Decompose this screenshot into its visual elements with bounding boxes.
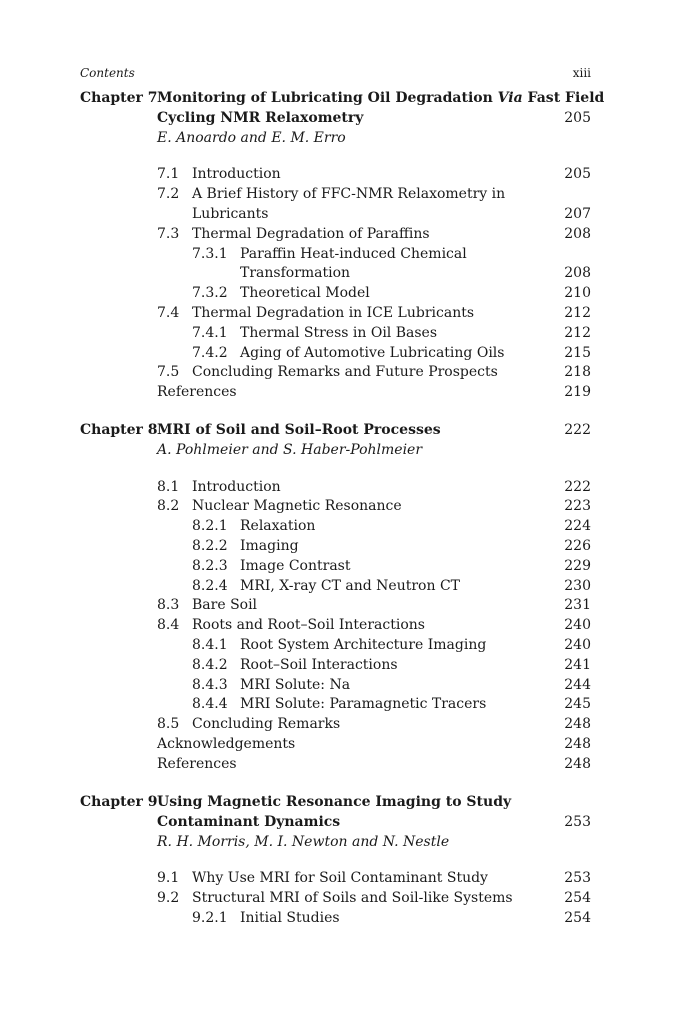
- toc-subentry: [80, 537, 591, 557]
- section-number: 7.1: [157, 166, 180, 183]
- subsection-page: 208: [564, 265, 591, 282]
- toc-entry: [80, 185, 591, 205]
- toc-entry: [80, 225, 591, 245]
- subsection-number: 7.3.2: [192, 285, 228, 302]
- acknowledgements-page: 248: [564, 735, 591, 752]
- chapter-9: [80, 793, 591, 929]
- section-page: 248: [564, 716, 591, 733]
- section-page: 231: [564, 597, 591, 614]
- chapter-authors-line: [80, 441, 591, 461]
- subsection-number: 8.4.3: [192, 676, 228, 693]
- section-title: Nuclear Magnetic Resonance: [192, 498, 402, 515]
- subsection-title: Relaxation: [240, 518, 316, 535]
- section-number: 8.2: [157, 498, 180, 515]
- chapter-title-line: [80, 109, 591, 129]
- toc-entry: [80, 497, 591, 517]
- section-title: Roots and Root–Soil Interactions: [192, 617, 425, 634]
- subsection-title: Initial Studies: [240, 909, 340, 926]
- section-title: Structural MRI of Soils and Soil-like Systems: [192, 890, 513, 907]
- running-head-title: Contents: [80, 66, 135, 80]
- section-title-cont: Lubricants: [192, 205, 269, 222]
- section-page: 253: [564, 870, 591, 887]
- subsection-page: 230: [564, 577, 591, 594]
- section-page: 205: [564, 166, 591, 183]
- toc-entry: [80, 715, 591, 735]
- chapter-authors-line: [80, 833, 591, 853]
- section-page: 222: [564, 478, 591, 495]
- section-title: Thermal Degradation of Paraffins: [192, 225, 430, 242]
- section-page: 207: [564, 205, 591, 222]
- chapter-label: Chapter 7: [80, 90, 158, 106]
- subsection-page: 241: [564, 656, 591, 673]
- references-title: References: [157, 384, 237, 401]
- subsection-page: 210: [564, 285, 591, 302]
- subsection-title: MRI, X-ray CT and Neutron CT: [240, 577, 460, 594]
- chapter-title-cont: Contaminant Dynamics: [157, 813, 341, 830]
- subsection-title: Theoretical Model: [240, 285, 370, 302]
- toc-subentry: [80, 324, 591, 344]
- chapter-title: Using Magnetic Resonance Imaging to Study: [157, 794, 512, 810]
- toc-entry: [80, 755, 591, 775]
- subsection-number: 8.4.4: [192, 696, 228, 713]
- section-title: Introduction: [192, 478, 281, 495]
- chapter-8: [80, 421, 591, 775]
- subsection-number: 8.2.1: [192, 518, 228, 535]
- toc-entry-cont: [80, 205, 591, 225]
- subsection-number: 8.4.2: [192, 656, 228, 673]
- subsection-page: 229: [564, 557, 591, 574]
- subsection-number: 7.4.1: [192, 324, 228, 341]
- toc-subentry: [80, 656, 591, 676]
- references-page: 248: [564, 755, 591, 772]
- toc-subentry: [80, 245, 591, 265]
- section-number: 9.2: [157, 890, 180, 907]
- toc-subentry: [80, 909, 591, 929]
- subsection-page: 224: [564, 518, 591, 535]
- subsection-title: Image Contrast: [240, 557, 351, 574]
- toc-subentry: [80, 557, 591, 577]
- subsection-page: 244: [564, 676, 591, 693]
- running-head: [80, 64, 591, 82]
- section-title: Concluding Remarks: [192, 716, 341, 733]
- section-page: 218: [564, 364, 591, 381]
- toc-entry: [80, 596, 591, 616]
- chapter-authors-line: [80, 129, 591, 149]
- subsection-number: 8.2.3: [192, 557, 228, 574]
- subsection-title: Paraffin Heat-induced Chemical: [240, 245, 467, 262]
- chapter-title: [157, 89, 604, 109]
- subsection-page: 254: [564, 909, 591, 926]
- section-page: 208: [564, 225, 591, 242]
- chapter-7: [80, 89, 605, 403]
- toc-entry: [80, 363, 591, 383]
- subsection-number: 8.2.4: [192, 577, 228, 594]
- chapter-authors: A. Pohlmeier and S. Haber-Pohlmeier: [157, 441, 423, 458]
- toc-entry: [80, 165, 591, 185]
- subsection-page: 245: [564, 696, 591, 713]
- chapter-title-part: Fast Field: [522, 90, 605, 106]
- subsection-page: 240: [564, 636, 591, 653]
- toc-subentry: [80, 344, 591, 364]
- toc-entry: [80, 478, 591, 498]
- section-number: 7.2: [157, 186, 180, 203]
- acknowledgements-title: Acknowledgements: [157, 735, 296, 752]
- references-page: 219: [564, 384, 591, 401]
- subsection-title: Aging of Automotive Lubricating Oils: [240, 344, 505, 361]
- subsection-title-cont: Transformation: [240, 265, 351, 282]
- subsection-title: Thermal Stress in Oil Bases: [240, 324, 438, 341]
- section-number: 8.1: [157, 478, 180, 495]
- toc-subentry: [80, 636, 591, 656]
- section-title: Concluding Remarks and Future Prospects: [192, 364, 498, 381]
- subsection-number: 7.3.1: [192, 245, 228, 262]
- toc-subentry: [80, 676, 591, 696]
- subsection-number: 7.4.2: [192, 344, 228, 361]
- section-number: 9.1: [157, 870, 180, 887]
- subsection-page: 226: [564, 537, 591, 554]
- references-title: References: [157, 755, 237, 772]
- section-number: 7.5: [157, 364, 180, 381]
- chapter-title-italic: Via: [497, 90, 523, 106]
- subsection-title: Root–Soil Interactions: [240, 656, 398, 673]
- subsection-page: 215: [564, 344, 591, 361]
- section-page: 240: [564, 617, 591, 634]
- running-head-page-number: xiii: [572, 66, 591, 80]
- section-title: Introduction: [192, 166, 281, 183]
- section-number: 7.4: [157, 304, 180, 321]
- chapter-title-line: [80, 421, 591, 441]
- section-number: 8.4: [157, 617, 180, 634]
- subsection-title: Root System Architecture Imaging: [240, 636, 487, 653]
- section-number: 8.3: [157, 597, 180, 614]
- toc-subentry: [80, 284, 591, 304]
- chapter-authors: E. Anoardo and E. M. Erro: [157, 129, 346, 146]
- section-title: Why Use MRI for Soil Contaminant Study: [192, 870, 488, 887]
- toc-entry: [80, 304, 591, 324]
- section-page: 212: [564, 304, 591, 321]
- chapter-label: Chapter 9: [80, 794, 158, 810]
- section-page: 254: [564, 890, 591, 907]
- section-title: A Brief History of FFC-NMR Relaxometry in: [192, 186, 506, 203]
- toc-entry: [80, 889, 591, 909]
- chapter-title-part: Monitoring of Lubricating Oil Degradation: [157, 90, 498, 106]
- chapter-page: 205: [564, 109, 591, 126]
- chapter-title-line: [80, 89, 605, 109]
- toc-subentry: [80, 695, 591, 715]
- section-number: 7.3: [157, 225, 180, 242]
- chapter-title: MRI of Soil and Soil–Root Processes: [157, 422, 441, 438]
- section-number: 8.5: [157, 716, 180, 733]
- toc-entry: [80, 735, 591, 755]
- subsection-title: Imaging: [240, 537, 299, 554]
- toc-subentry: [80, 577, 591, 597]
- chapter-title-line: [80, 813, 591, 833]
- chapter-page: 222: [564, 422, 591, 438]
- chapter-page: 253: [564, 813, 591, 830]
- subsection-number: 8.4.1: [192, 636, 228, 653]
- chapter-title-cont: Cycling NMR Relaxometry: [157, 109, 364, 126]
- section-title: Thermal Degradation in ICE Lubricants: [192, 304, 475, 321]
- subsection-number: 8.2.2: [192, 537, 228, 554]
- subsection-title: MRI Solute: Na: [240, 676, 351, 693]
- subsection-number: 9.2.1: [192, 909, 228, 926]
- chapter-authors: R. H. Morris, M. I. Newton and N. Nestle: [157, 833, 450, 850]
- chapter-label: Chapter 8: [80, 422, 158, 438]
- subsection-title: MRI Solute: Paramagnetic Tracers: [240, 696, 487, 713]
- toc-entry: [80, 383, 591, 403]
- toc-subentry: [80, 517, 591, 537]
- toc-entry: [80, 869, 591, 889]
- subsection-page: 212: [564, 324, 591, 341]
- toc-subentry-cont: [80, 264, 591, 284]
- section-title: Bare Soil: [192, 597, 258, 614]
- section-page: 223: [564, 498, 591, 515]
- chapter-title-line: [80, 793, 591, 813]
- toc-entry: [80, 616, 591, 636]
